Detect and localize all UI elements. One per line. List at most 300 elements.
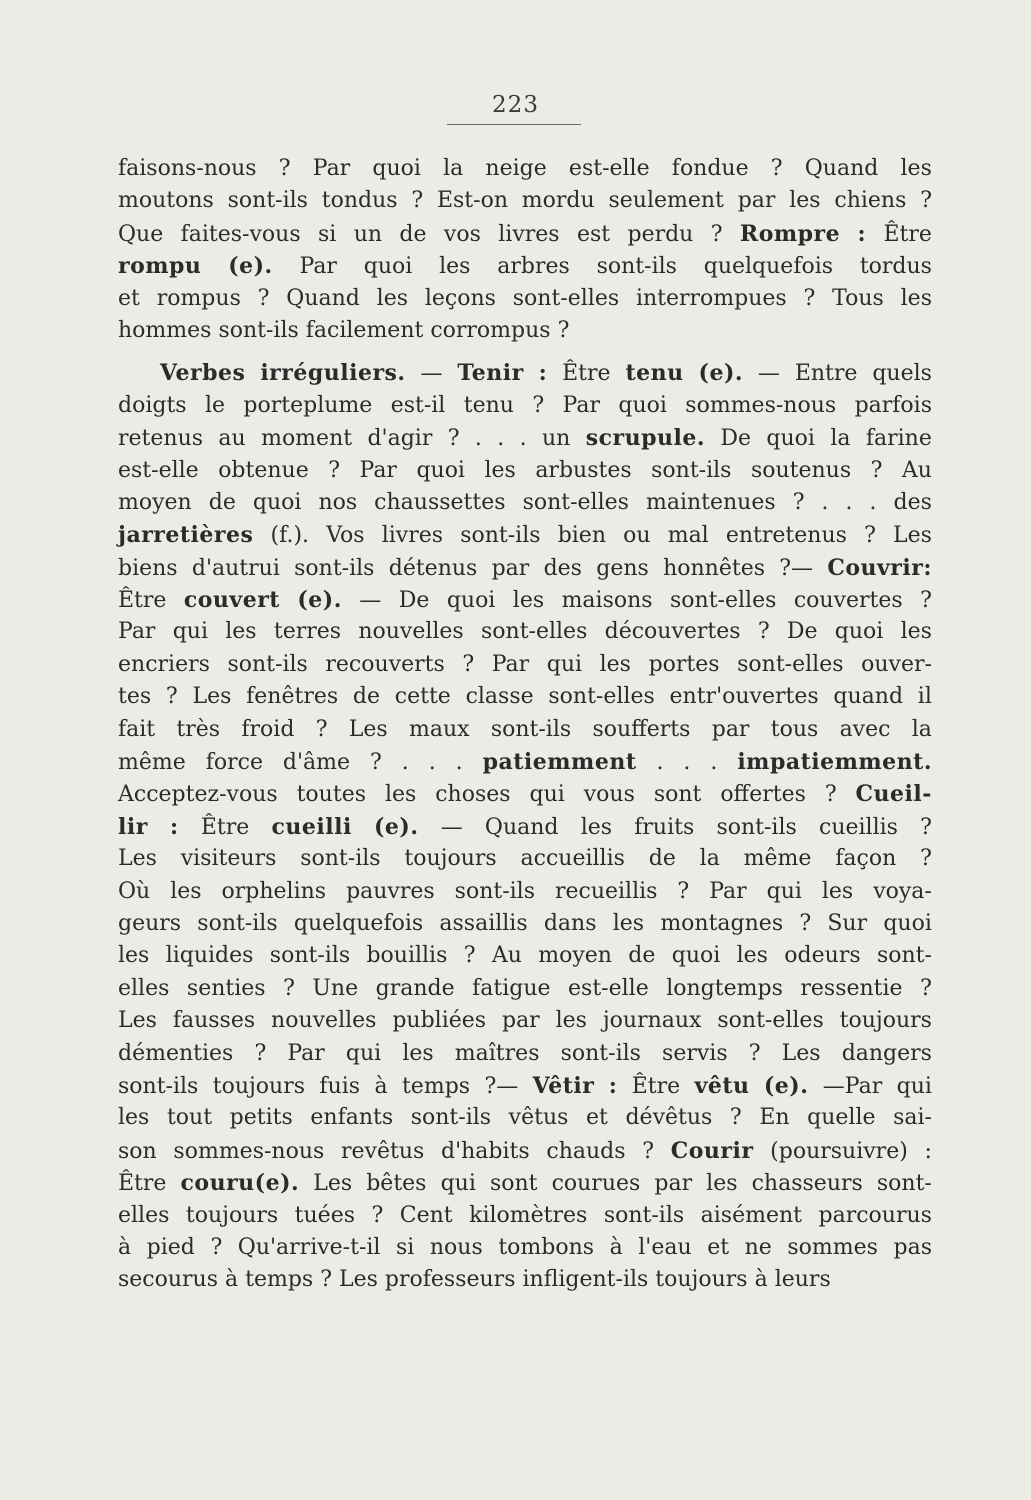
word: visiteurs (180, 846, 277, 872)
word: à (118, 1234, 132, 1260)
word: (poursuivre) (770, 1138, 908, 1164)
word: sai- (893, 1105, 932, 1131)
word: sont-elles (512, 285, 620, 311)
word: d'âme (282, 750, 351, 776)
word: quels (872, 361, 932, 387)
word: moutons (118, 188, 214, 214)
word: qui (546, 651, 583, 677)
word: assaillis (439, 910, 528, 936)
word: quelquefois (293, 910, 424, 936)
bold-term: (e). (297, 587, 342, 614)
word: sommes (787, 1234, 878, 1260)
word: . (497, 426, 505, 452)
word: . (519, 426, 527, 452)
word: sont-elles (717, 1008, 824, 1034)
word: Par (491, 651, 530, 677)
text-span: secourus à temps ? Les professeurs infligent-ils toujours à leurs (118, 1267, 831, 1293)
word: sont-elles (737, 651, 844, 677)
word: soufferts (592, 716, 691, 742)
bold-term: tenu (625, 360, 684, 387)
word: ? (729, 1105, 742, 1131)
text-line (118, 843, 932, 875)
word: moyen (118, 489, 192, 515)
word: la (830, 426, 851, 452)
bold-term: : (857, 220, 867, 247)
word: aisément (700, 1202, 803, 1228)
text-line (118, 746, 932, 778)
text-line (118, 973, 932, 1005)
bold-term: (e). (698, 360, 744, 387)
text-line (118, 315, 932, 347)
word: mordu (521, 188, 595, 214)
word: et (118, 285, 140, 311)
bold-term: couru(e). (180, 1170, 300, 1197)
word: fondue (671, 156, 749, 181)
word: de (648, 846, 676, 872)
word: les (225, 619, 257, 645)
word: ? (920, 846, 932, 872)
word: classe (465, 684, 534, 710)
word: liquides (165, 943, 254, 969)
word: ? (447, 426, 460, 452)
word: petits (229, 1105, 293, 1131)
word: servis (662, 1040, 728, 1066)
word: est-elle (568, 975, 649, 1001)
word: toujours (404, 846, 497, 872)
word: force (205, 750, 263, 776)
word: . (845, 489, 853, 515)
word: . (401, 750, 409, 776)
word: . (474, 426, 482, 452)
word: obtenue (218, 457, 309, 483)
word: farine (865, 426, 932, 452)
text-line (118, 487, 932, 519)
word: sont-ils (651, 457, 732, 483)
word: quoi (618, 392, 667, 418)
word: la (911, 716, 932, 742)
word: quoi (766, 426, 815, 452)
word: odeurs (784, 943, 861, 969)
word: Cent (399, 1202, 453, 1228)
word: montagnes (660, 910, 784, 936)
word: les (736, 943, 768, 969)
word: — (440, 814, 463, 840)
word: — (757, 361, 780, 387)
text-line (118, 616, 932, 648)
word: grande (375, 975, 455, 1001)
word: ? (315, 716, 328, 742)
word: dangers (841, 1040, 932, 1066)
text-line (118, 681, 932, 713)
word: sont (489, 1171, 538, 1197)
word: les (484, 457, 516, 483)
word: sommes-nous (685, 392, 837, 418)
text-line (118, 1102, 932, 1134)
word: temps (401, 1073, 471, 1099)
bold-term: lir (118, 813, 148, 840)
word: ne (744, 1234, 772, 1260)
word: toutes (296, 782, 366, 808)
word: quoi (363, 254, 413, 280)
word: ou (623, 523, 651, 549)
word: qui (345, 1040, 382, 1066)
word: quelle (807, 1105, 876, 1131)
text-line (118, 422, 932, 454)
word: tes (118, 684, 152, 710)
text-line (118, 218, 932, 250)
word: sont-ils (490, 716, 572, 742)
word: ? (710, 221, 723, 247)
word: par (737, 188, 776, 214)
bold-term: irréguliers. (260, 360, 406, 387)
word: bêtes (366, 1171, 427, 1197)
word: par (491, 555, 530, 581)
word: rompus (156, 285, 241, 311)
word: sont-ils (294, 555, 375, 581)
word: moment (261, 426, 353, 452)
word: de (399, 221, 427, 247)
word: . (821, 489, 829, 515)
word: Au (901, 457, 932, 483)
word: le (204, 392, 226, 418)
word: quoi (671, 943, 721, 969)
word: parcourus (818, 1202, 932, 1228)
word: les (376, 285, 409, 311)
text-line (118, 1167, 932, 1199)
word: vos (443, 221, 481, 247)
word: les (900, 156, 932, 181)
word: ? (920, 814, 932, 840)
word: Par (359, 457, 397, 483)
word: très (176, 716, 221, 742)
word: tout (166, 1105, 213, 1131)
text-line (118, 1232, 932, 1264)
word: enfants (310, 1105, 394, 1131)
word: tordus (859, 254, 932, 280)
bold-term: vêtu (694, 1072, 750, 1099)
bold-term: : (538, 360, 548, 387)
word: offertes (720, 782, 806, 808)
word: chauds (546, 1138, 626, 1164)
word: honnêtes (663, 555, 765, 581)
word: les (580, 814, 613, 840)
word: Vos (326, 523, 365, 549)
word: Quand (286, 285, 360, 311)
word: quoi (883, 910, 932, 936)
word: sont-elles (670, 588, 777, 614)
word: . (869, 489, 877, 515)
text-line (118, 714, 932, 746)
word: il (917, 684, 932, 710)
word: Par (287, 1040, 325, 1066)
word: sont- (876, 1171, 932, 1197)
word: ? (920, 975, 932, 1001)
word: qui (172, 619, 208, 645)
word: Être (883, 221, 932, 247)
word: Au (491, 943, 522, 969)
text-line (118, 584, 932, 616)
text-line (118, 940, 932, 972)
bold-term: couvert (183, 587, 280, 614)
word: portes (648, 651, 720, 677)
word: les (821, 878, 854, 904)
text-line (118, 1200, 932, 1232)
word: qui (766, 878, 802, 904)
word: livres (381, 523, 444, 549)
word: est-il (390, 392, 446, 418)
word: est-elle (118, 457, 199, 483)
text-line (118, 153, 932, 185)
word: tuées (294, 1202, 356, 1228)
word: neige (485, 156, 547, 181)
word: pauvres (346, 878, 435, 904)
page-number: 223 (492, 92, 539, 118)
word: ? (792, 489, 805, 515)
word: son (118, 1138, 157, 1164)
bold-term: Rompre (739, 220, 841, 247)
word: ? (920, 588, 932, 614)
word: les (512, 588, 545, 614)
word: est-elle (568, 156, 650, 181)
word: Les (118, 1008, 157, 1034)
word: nouvelles (271, 1008, 377, 1034)
text-line (118, 811, 932, 843)
word: sont-ils (603, 1202, 685, 1228)
word: les (555, 1008, 587, 1034)
word: les (439, 254, 471, 280)
word: même (118, 750, 186, 776)
word: pas (893, 1234, 932, 1260)
word: ? (283, 975, 295, 1001)
word: découvertes (604, 619, 741, 645)
word: doigts (118, 392, 187, 418)
word: sommes-nous (173, 1138, 325, 1164)
word: quelquefois (703, 254, 834, 280)
word: Que (118, 221, 164, 247)
word: senties (186, 975, 266, 1001)
word: est (576, 221, 611, 247)
word: sont-elles (480, 619, 588, 645)
word: chaussettes (374, 489, 506, 515)
word: quoi (446, 588, 496, 614)
word: toujours (212, 1073, 306, 1099)
word: ? (532, 392, 545, 418)
text-line (118, 1038, 932, 1070)
word: ? (677, 878, 690, 904)
word: longtemps (666, 975, 783, 1001)
word: De (786, 619, 818, 645)
text-line (118, 1135, 932, 1167)
word: biens (118, 555, 178, 581)
word: par (501, 1008, 540, 1034)
word: maisons (561, 588, 653, 614)
word: tenu (463, 392, 514, 418)
word: geurs (118, 910, 182, 936)
word: Quand (484, 814, 559, 840)
bold-term: impatiemment. (737, 749, 932, 776)
word: Être (562, 361, 611, 387)
text-line (118, 519, 932, 551)
word: pied (146, 1234, 195, 1260)
word: vous (583, 782, 635, 808)
word: façon (835, 846, 897, 872)
word: des (893, 489, 932, 515)
word: publiées (392, 1008, 487, 1034)
word: elles (118, 975, 170, 1001)
word: sont-elles (548, 684, 655, 710)
word: leçons (424, 285, 496, 311)
word: d'agir (367, 426, 433, 452)
word: sont-ils (197, 910, 278, 936)
word: entretenus (725, 523, 847, 549)
word: Acceptez-vous (118, 782, 278, 808)
word: les (900, 619, 932, 645)
word: au (218, 426, 246, 452)
word: ? (411, 188, 424, 214)
word: ? (757, 619, 770, 645)
body-text (118, 153, 932, 1297)
word: arbustes (535, 457, 632, 483)
text-line (118, 1005, 932, 1037)
word: Qu'arrive-t-il (237, 1234, 381, 1260)
word: porteplume (243, 392, 373, 418)
word: les (789, 188, 821, 214)
word: ? (770, 156, 783, 181)
word: les (118, 1105, 150, 1131)
word: elles (118, 1202, 170, 1228)
word: sont-ils (460, 523, 541, 549)
word: ? (254, 1040, 267, 1066)
word: maintenues (645, 489, 776, 515)
word: voya- (873, 878, 932, 904)
word: dans (543, 910, 597, 936)
word: choses (435, 782, 511, 808)
word: sont-ils (716, 814, 797, 840)
word: maîtres (454, 1040, 540, 1066)
word: Les (313, 1171, 353, 1197)
word: cette (394, 684, 451, 710)
word: tombons (498, 1234, 595, 1260)
text-span: hommes sont-ils facilement corrompus ? (118, 317, 570, 343)
word: retenus (118, 426, 204, 452)
text-line (118, 185, 932, 217)
word: ? (824, 782, 837, 808)
word: parfois (854, 392, 932, 418)
word: avec (839, 716, 891, 742)
word: de (628, 943, 656, 969)
word: fait (118, 716, 156, 742)
word: qui (896, 1073, 932, 1099)
word: les (612, 910, 645, 936)
word: Sur (827, 910, 868, 936)
bold-term: Tenir (457, 360, 524, 387)
word: Tous (832, 285, 884, 311)
text-line (118, 649, 932, 681)
word: chiens (834, 188, 907, 214)
word: ? (920, 188, 932, 214)
word: toujours (839, 1008, 932, 1034)
word: recouverts (325, 651, 445, 677)
word: sont-ils (118, 1073, 199, 1099)
word: quoi (252, 489, 302, 515)
word: qui (440, 1171, 476, 1197)
word: quoi (372, 156, 421, 181)
text-line (118, 1070, 932, 1102)
word: un (542, 426, 571, 452)
bold-term: (e). (763, 1072, 809, 1099)
word: ? (257, 285, 270, 311)
word: ? (210, 1234, 223, 1260)
word: sont-elles (522, 489, 629, 515)
word: tous (770, 716, 819, 742)
word: à (609, 1234, 623, 1260)
word: vêtus (508, 1105, 569, 1131)
word: un (353, 221, 383, 247)
bold-term: cueilli (271, 813, 352, 840)
word: faites-vous (180, 221, 301, 247)
word: ressentie (800, 975, 903, 1001)
word: ?— (484, 1073, 519, 1099)
bold-term: Vêtir (532, 1072, 595, 1099)
word: arbres (497, 254, 570, 280)
word: — (359, 588, 382, 614)
word: toujours (185, 1202, 279, 1228)
text-line (118, 250, 932, 282)
header-rule (447, 124, 581, 125)
word: qui (529, 782, 565, 808)
word: . (656, 750, 664, 776)
word: revêtus (341, 1138, 425, 1164)
word: d'autrui (191, 555, 280, 581)
word: fausses (172, 1008, 256, 1034)
word: Par (562, 392, 600, 418)
word: sont-ils (410, 1105, 492, 1131)
word: Être (118, 588, 167, 614)
word: démenties (118, 1040, 234, 1066)
word: les (599, 651, 631, 677)
word: Les (118, 846, 157, 872)
word: orphelins (221, 878, 327, 904)
text-line (118, 455, 932, 487)
word: Où (118, 878, 151, 904)
word: Par (118, 619, 156, 645)
word: recueillis (554, 878, 658, 904)
word: les (118, 943, 150, 969)
word: moyen (538, 943, 612, 969)
word: froid (241, 716, 295, 742)
word: ? (803, 285, 816, 311)
word: Les (893, 523, 932, 549)
word: fruits (634, 814, 695, 840)
word: ?— (779, 555, 814, 581)
word: chasseurs (751, 1171, 863, 1197)
word: les (706, 1171, 738, 1197)
word: interrompues (635, 285, 787, 311)
word: Les (192, 684, 232, 710)
word: ? (165, 684, 178, 710)
word: encriers (118, 651, 210, 677)
word: . (428, 750, 436, 776)
word: et (586, 1105, 608, 1131)
word: gens (596, 555, 649, 581)
word: sont-ils (269, 943, 351, 969)
word: ? (799, 910, 812, 936)
text-line (118, 357, 932, 389)
word: ? (748, 1040, 761, 1066)
word: Être (631, 1073, 681, 1099)
word: la (699, 846, 720, 872)
word: Les (781, 1040, 821, 1066)
